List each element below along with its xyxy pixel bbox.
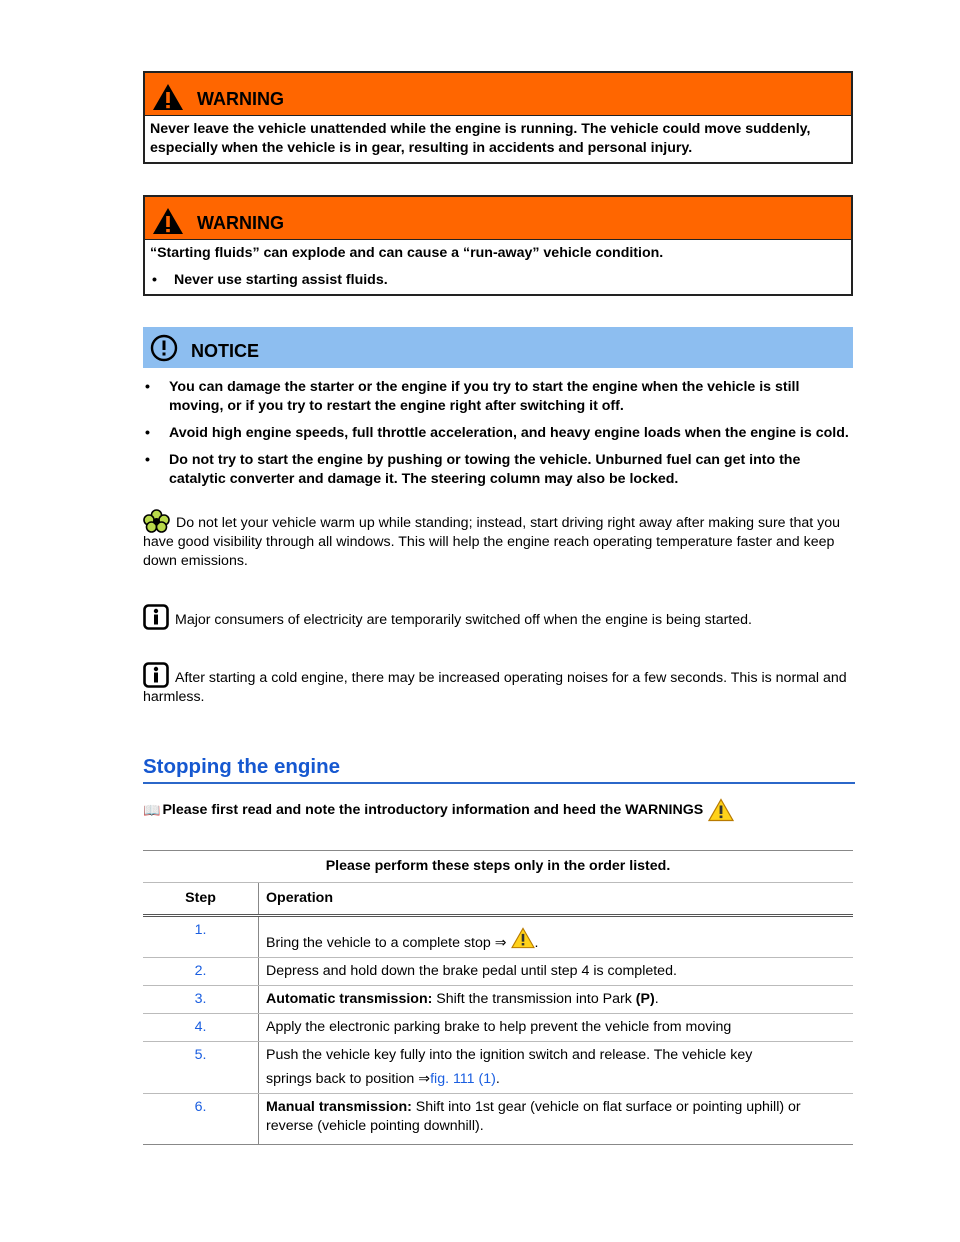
warning-bullet-text: Never use starting assist fluids.	[174, 272, 388, 288]
environment-flower-icon	[143, 509, 170, 533]
section-heading: Stopping the engine	[143, 755, 855, 784]
bullet-icon: •	[145, 425, 150, 441]
table-row	[143, 986, 853, 1014]
figure-link[interactable]: fig. 111 (1)	[430, 1071, 496, 1087]
environment-note	[143, 509, 853, 571]
table-row	[143, 1042, 853, 1094]
step-number: 4.	[143, 1014, 259, 1042]
notice-box	[143, 327, 853, 489]
step-operation: Automatic transmission: Shift the transmission into Park (P).	[259, 986, 854, 1014]
step-number: 5.	[143, 1042, 259, 1094]
warning-header	[145, 197, 851, 240]
info-icon	[143, 604, 169, 630]
step-number: 6.	[143, 1094, 259, 1145]
notice-title: NOTICE	[191, 341, 260, 361]
table-row	[143, 1094, 853, 1145]
step-number: 3.	[143, 986, 259, 1014]
info-note-text: Major consumers of electricity are temporarily switched off when the engine is being started.	[175, 612, 752, 628]
manual-page	[143, 71, 853, 1145]
step-number: 2.	[143, 958, 259, 986]
info-icon	[143, 662, 169, 688]
step-operation: Depress and hold down the brake pedal until step 4 is completed.	[259, 958, 854, 986]
info-note-1	[143, 604, 853, 630]
table-caption-row	[143, 851, 853, 883]
book-icon: 📖	[143, 801, 161, 818]
environment-note-text: Do not let your vehicle warm up while standing; instead, start driving right away after making sure that you have good visibility through all windows. This will help the engine reach operating temperature faster and keep down emissions.	[143, 515, 840, 569]
notice-exclamation-icon	[149, 333, 179, 363]
warning-header	[145, 73, 851, 116]
table-row	[143, 916, 853, 958]
warning-triangle-icon	[151, 206, 185, 236]
list-item: • Do not try to start the engine by pushing or towing the vehicle. Unburned fuel can get into the catalytic converter and damage it. The steering column may also be locked.	[145, 452, 801, 487]
info-note-text: After starting a cold engine, there may be increased operating noises for a few seconds. This is normal and harmless.	[143, 670, 847, 705]
warning-title: WARNING	[197, 212, 284, 233]
intro-line	[143, 798, 853, 822]
intro-text: Please first read and note the introductory information and heed the WARNINGS	[162, 802, 704, 818]
warning-text: Never leave the vehicle unattended while the engine is running. The vehicle could move suddenly, especially when the vehicle is in gear, resulting in accidents and personal injury.	[150, 121, 811, 156]
info-note-2	[143, 662, 853, 707]
bullet-icon: •	[145, 452, 150, 468]
step-operation: Bring the vehicle to a complete stop ⇒ .	[259, 916, 854, 958]
list-item: • Avoid high engine speeds, full throttle acceleration, and heavy engine loads when the engine is cold.	[145, 425, 849, 441]
column-header-step: Step	[143, 883, 259, 916]
table-caption: Please perform these steps only in the order listed.	[143, 851, 853, 883]
bullet-icon: •	[152, 272, 157, 288]
warning-triangle-icon	[151, 82, 185, 112]
bullet-icon: •	[145, 379, 150, 395]
list-item: • You can damage the starter or the engine if you try to start the engine when the vehicle is still moving, or if you try to restart the engine right after switching it off.	[145, 379, 800, 414]
column-header-operation: Operation	[259, 883, 854, 916]
warning-triangle-icon[interactable]	[708, 798, 734, 822]
table-header-row	[143, 883, 853, 916]
notice-header	[143, 327, 853, 368]
warning-body	[145, 240, 851, 294]
warning-text: “Starting fluids” can explode and can cause a “run-away” vehicle condition.	[150, 245, 664, 261]
warning-title: WARNING	[197, 88, 284, 109]
warning-box-1	[143, 71, 853, 164]
warning-bullet	[150, 271, 846, 290]
step-number: 1.	[143, 916, 259, 958]
steps-table	[143, 850, 853, 1145]
notice-list	[143, 378, 853, 489]
step-operation: Push the vehicle key fully into the ignition switch and release. The vehicle key springs back to position ⇒fig. 111 (1).	[259, 1042, 854, 1094]
step-operation: Manual transmission: Shift into 1st gear (vehicle on flat surface or pointing uphill) or reverse (vehicle pointing downhill).	[259, 1094, 854, 1145]
table-row	[143, 1014, 853, 1042]
warning-triangle-icon[interactable]	[511, 927, 535, 949]
step-operation: Apply the electronic parking brake to help prevent the vehicle from moving	[259, 1014, 854, 1042]
table-row	[143, 958, 853, 986]
warning-box-2	[143, 195, 853, 296]
